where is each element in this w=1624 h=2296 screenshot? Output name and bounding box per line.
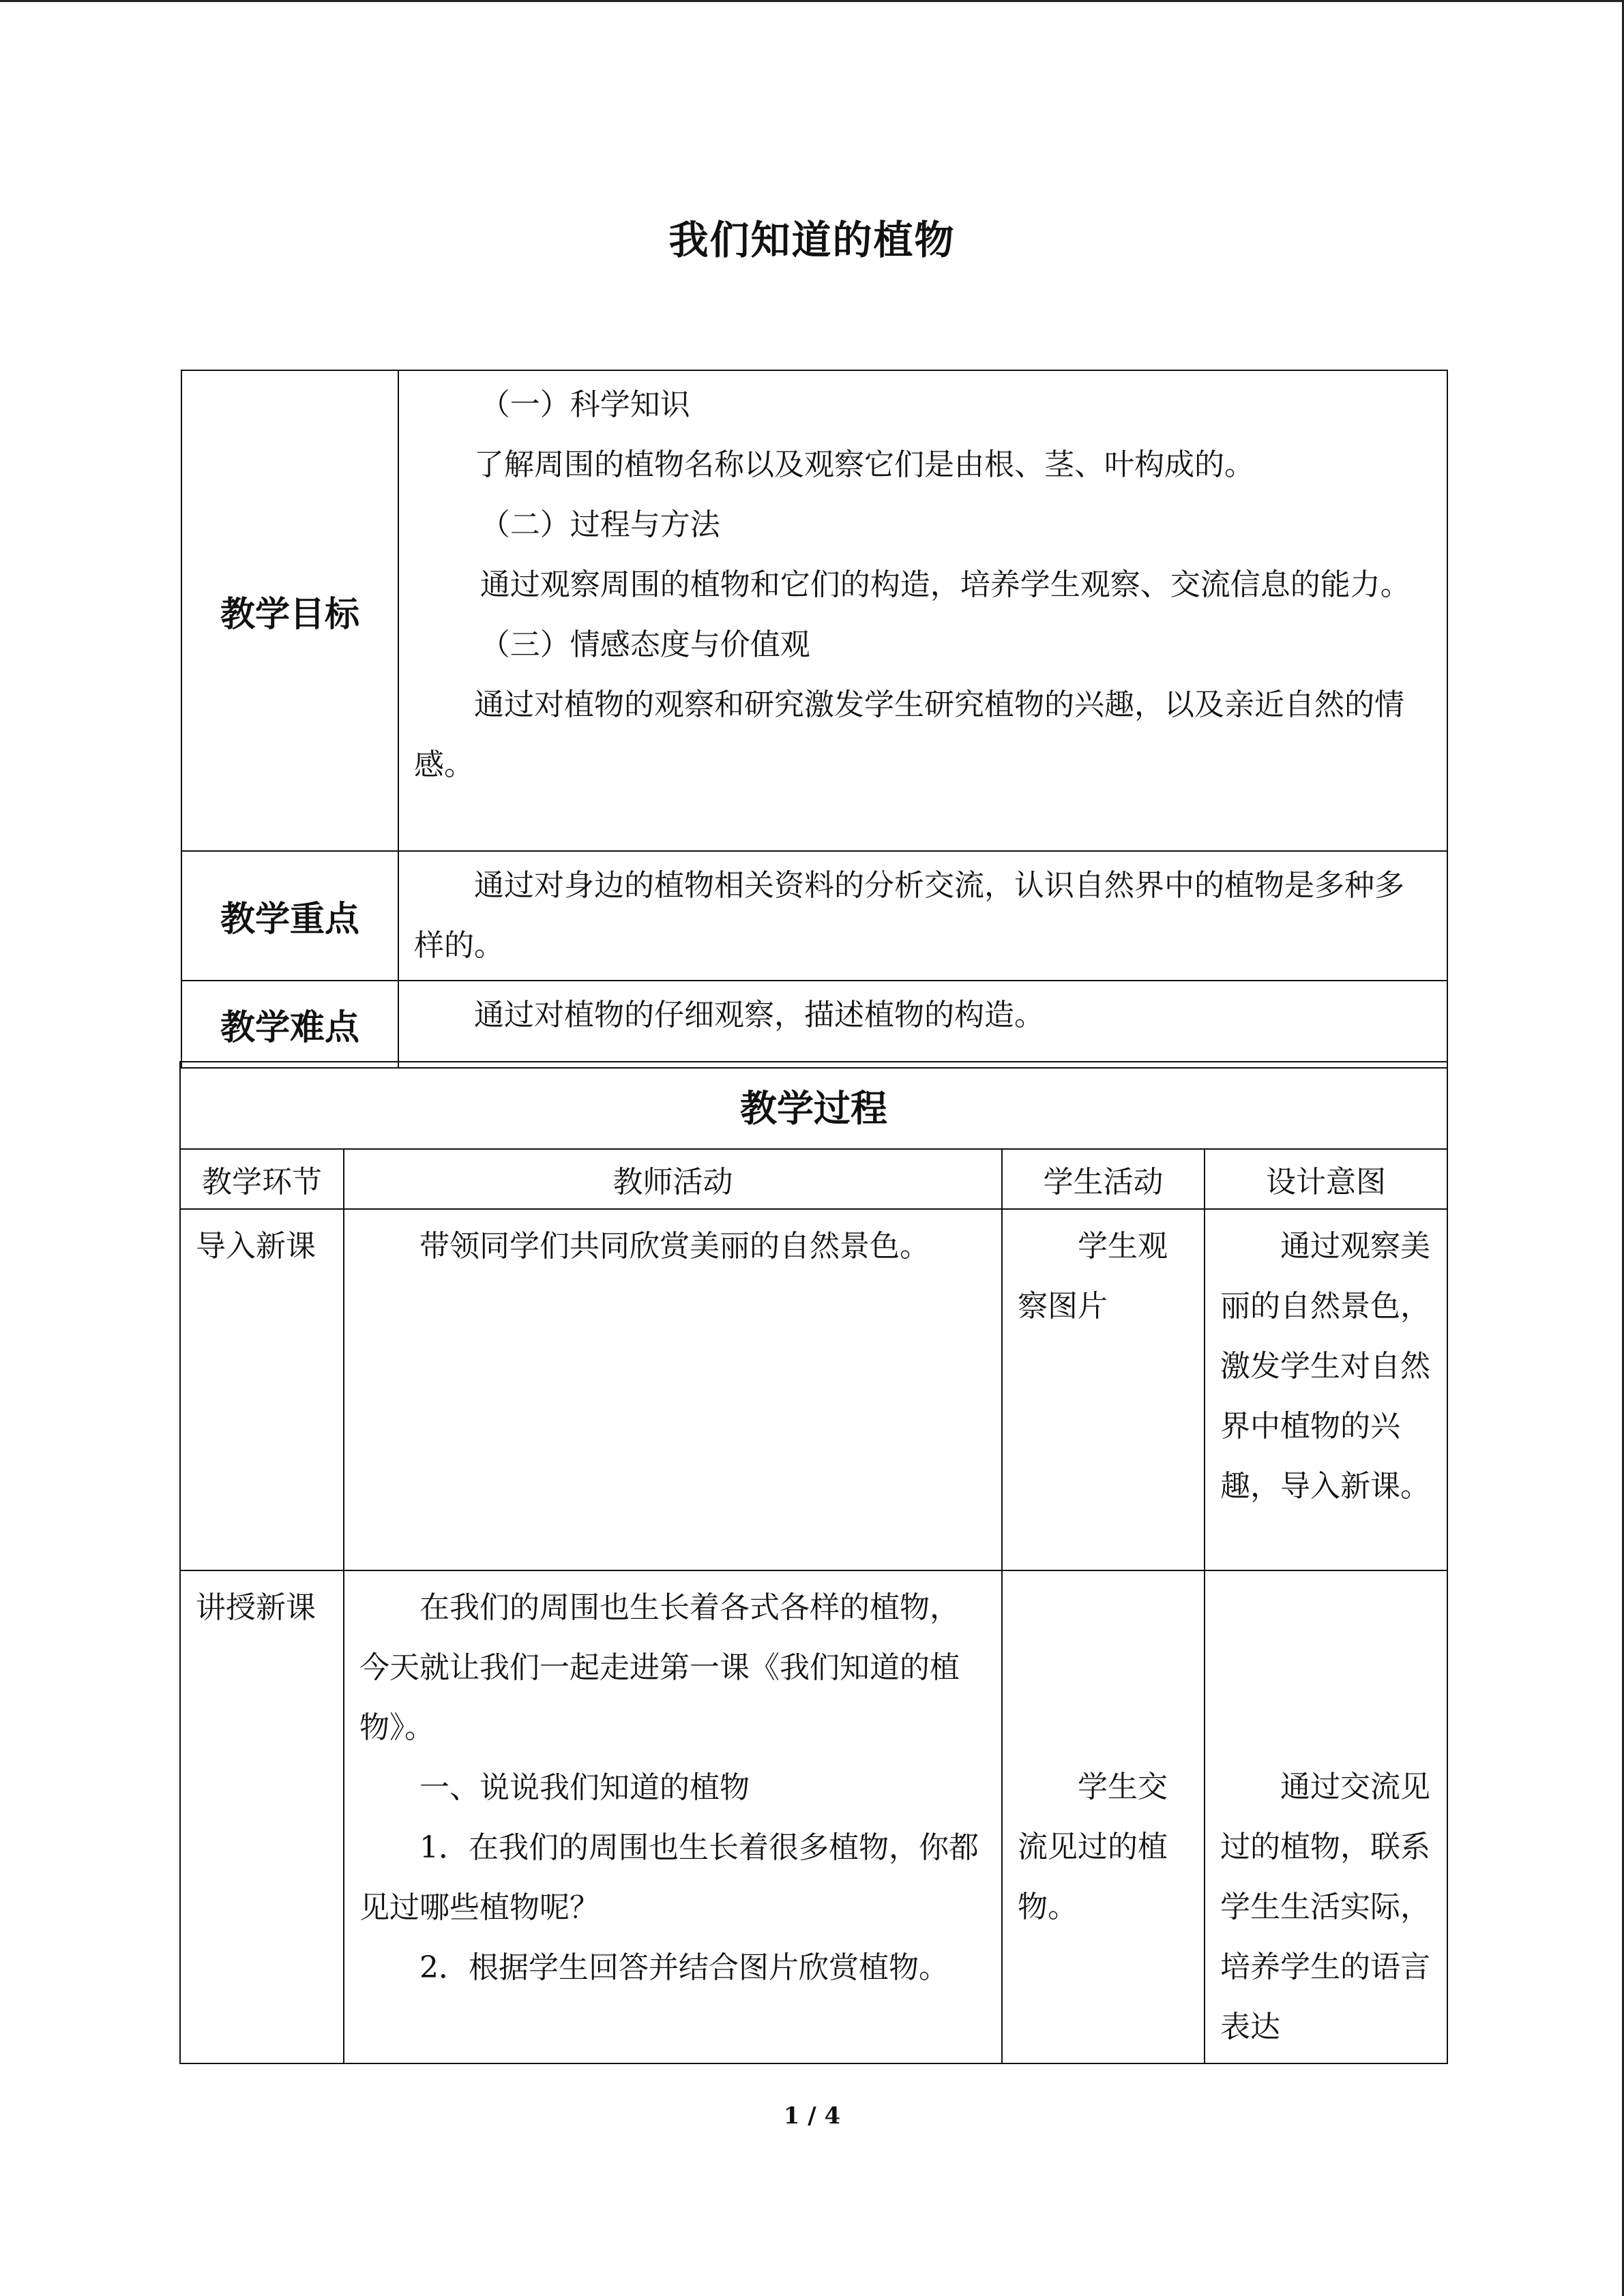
- objectives-row: [181, 370, 1447, 851]
- process-header-row: [180, 1149, 1447, 1209]
- teacher-activity-line: 带领同学们共同欣赏美丽的自然景色。: [419, 1229, 930, 1264]
- objectives-line: （三）情感态度与价值观: [479, 627, 810, 662]
- difficulties-label: 教学难点: [181, 981, 398, 1068]
- process-title: 教学过程: [180, 1062, 1447, 1149]
- design-intent-cell: [1205, 1209, 1447, 1570]
- teacher-activity-line: 一、说说我们知道的植物: [419, 1770, 750, 1805]
- objectives-line: 通过观察周围的植物和它们的构造，培养学生观察、交流信息的能力。: [479, 567, 1411, 602]
- student-activity-text: 学生交流见过的植物。: [1018, 1770, 1168, 1924]
- design-intent-cell: [1205, 1570, 1447, 2063]
- teacher-activity-line: 2．根据学生回答并结合图片欣赏植物。: [419, 1950, 949, 1985]
- table-row: [180, 1570, 1447, 2063]
- teacher-activity-cell: [344, 1570, 1002, 2063]
- process-title-row: [180, 1062, 1447, 1149]
- page-number: 1 / 4: [783, 2102, 841, 2130]
- column-header-student: 学生活动: [1002, 1149, 1205, 1209]
- objectives-line: 通过对植物的观察和研究激发学生研究植物的兴趣，以及亲近自然的情感。: [414, 687, 1404, 782]
- difficulties-text: 通过对植物的仔细观察，描述植物的构造。: [474, 998, 1044, 1032]
- column-header-stage: 教学环节: [180, 1149, 344, 1209]
- teacher-activity-line: 在我们的周围也生长着各式各样的植物，今天就让我们一起走进第一课《我们知道的植物》。: [359, 1590, 960, 1745]
- objectives-content: [398, 370, 1447, 851]
- objectives-line: 了解周围的植物名称以及观察它们是由根、茎、叶构成的。: [474, 447, 1254, 482]
- objectives-table: [181, 370, 1448, 1069]
- top-border-line: [0, 0, 1624, 2]
- student-activity-cell: [1002, 1570, 1205, 2063]
- column-header-intent: 设计意图: [1205, 1149, 1447, 1209]
- key-points-label: 教学重点: [181, 851, 398, 981]
- stage-cell: 导入新课: [180, 1209, 344, 1570]
- difficulties-content: [398, 981, 1447, 1068]
- objectives-line: （一）科学知识: [479, 387, 690, 422]
- key-points-text: 通过对身边的植物相关资料的分析交流，认识自然界中的植物是多种多样的。: [414, 868, 1404, 963]
- key-points-row: [181, 851, 1447, 981]
- objectives-label: 教学目标: [181, 370, 398, 851]
- design-intent-text: 通过交流见过的植物，联系学生生活实际，培养学生的语言表达: [1220, 1770, 1430, 2044]
- teacher-activity-cell: [344, 1209, 1002, 1570]
- teacher-activity-line: 1．在我们的周围也生长着很多植物，你都见过哪些植物呢？: [359, 1830, 979, 1925]
- design-intent-text: 通过观察美丽的自然景色，激发学生对自然界中植物的兴趣，导入新课。: [1220, 1229, 1430, 1504]
- student-activity-text: 学生观察图片: [1018, 1229, 1168, 1324]
- page-title: 我们知道的植物: [668, 217, 956, 263]
- objectives-line: （二）过程与方法: [479, 507, 720, 542]
- column-header-teacher: 教师活动: [344, 1149, 1002, 1209]
- process-table: [179, 1061, 1448, 2064]
- table-row: [180, 1209, 1447, 1570]
- difficulties-row: [181, 981, 1447, 1068]
- stage-cell: 讲授新课: [180, 1570, 344, 2063]
- student-activity-cell: [1002, 1209, 1205, 1570]
- key-points-content: [398, 851, 1447, 981]
